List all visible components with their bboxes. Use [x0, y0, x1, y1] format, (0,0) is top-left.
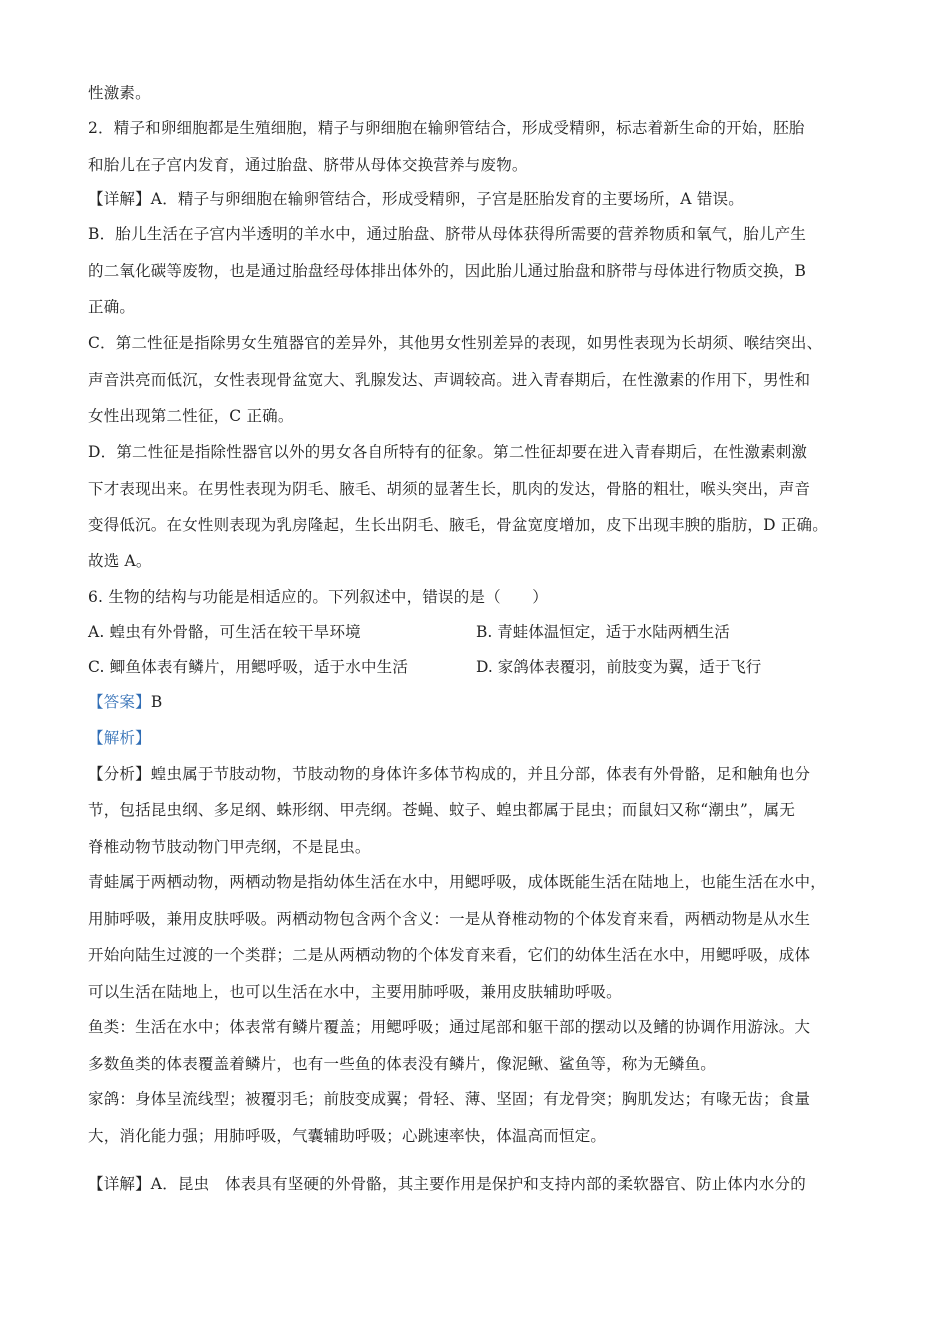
text-line: C．第二性征是指除男女生殖器官的差异外，其他男女性别差异的表现，如男性表现为长胡须、喉结突出、 — [88, 334, 823, 352]
text-line: B．胎儿生活在子宫内半透明的羊水中，通过胎盘、脐带从母体获得所需要的营养物质和氧气，胎儿产生 — [88, 225, 807, 243]
text-line: 性激素。 — [88, 84, 151, 102]
text-line: 大，消化能力强；用肺呼吸，气囊辅助呼吸；心跳速率快，体温高而恒定。 — [88, 1127, 607, 1145]
text-line: 正确。 — [88, 298, 136, 316]
text-line: 变得低沉。在女性则表现为乳房隆起，生长出阴毛、腋毛，骨盆宽度增加，皮下出现丰腴的脂肪，D 正确。 — [88, 516, 828, 534]
option-a: A. 蝗虫有外骨骼，可生活在较干旱环境 — [88, 623, 361, 641]
option-d: D. 家鸽体表覆羽，前肢变为翼，适于飞行 — [476, 658, 762, 676]
text-line: 开始向陆生过渡的一个类群；二是从两栖动物的个体发育来看，它们的幼体生活在水中，用鳃呼吸，成体 — [88, 946, 811, 964]
text-line: 下才表现出来。在男性表现为阴毛、腋毛、胡须的显著生长，肌肉的发达，骨胳的粗壮，喉头突出，声音 — [88, 480, 811, 498]
text-line: 【分析】蝗虫属于节肢动物，节肢动物的身体许多体节构成的，并且分部，体表有外骨骼，足和触角也分 — [88, 765, 811, 783]
analysis-label: 【解析】 — [88, 729, 151, 747]
text-line: 声音洪亮而低沉，女性表现骨盆宽大、乳腺发达、声调较高。进入青春期后，在性激素的作用下，男性和 — [88, 371, 811, 389]
text-line: 女性出现第二性征，C 正确。 — [88, 407, 294, 425]
text-line: 可以生活在陆地上，也可以生活在水中，主要用肺呼吸，兼用皮肤辅助呼吸。 — [88, 983, 622, 1001]
text-line: 的二氧化碳等废物，也是通过胎盘经母体排出体外的，因此胎儿通过胎盘和脐带与母体进行物质交换，B — [88, 262, 807, 280]
text-line: 青蛙属于两栖动物，两栖动物是指幼体生活在水中，用鳃呼吸，成体既能生活在陆地上，也能生活在水中， — [88, 873, 826, 891]
option-c: C. 鲫鱼体表有鳞片，用鳃呼吸，适于水中生活 — [88, 658, 409, 676]
text-line: D．第二性征是指除性器官以外的男女各自所特有的征象。第二性征却要在进入青春期后，在性激素刺激 — [88, 443, 808, 461]
text-line: 节，包括昆虫纲、多足纲、蛛形纲、甲壳纲。苍蝇、蚊子、蝗虫都属于昆虫；而鼠妇又称“潮虫”，属无 — [88, 801, 796, 819]
text-line: 【详解】A．昆虫 体表具有坚硬的外骨骼，其主要作用是保护和支持内部的柔软器官、防止体内水分的 — [88, 1175, 806, 1193]
option-b: B. 青蛙体温恒定，适于水陆两栖生活 — [476, 623, 730, 641]
text-line: 和胎儿在子宫内发育，通过胎盘、脐带从母体交换营养与废物。 — [88, 156, 528, 174]
text-line: 多数鱼类的体表覆盖着鳞片，也有一些鱼的体表没有鳞片，像泥鳅、鲨鱼等，称为无鳞鱼。 — [88, 1055, 717, 1073]
answer-value: B — [150, 693, 163, 711]
text-line: 家鸽：身体呈流线型；被覆羽毛；前肢变成翼；骨轻、薄、坚固；有龙骨突；胸肌发达；有喙无齿；食量 — [88, 1090, 811, 1108]
text-line: 故选 A。 — [88, 552, 152, 570]
answer-label: 【答案】 — [88, 693, 151, 711]
text-line: 鱼类：生活在水中；体表常有鳞片覆盖；用鳃呼吸；通过尾部和躯干部的摆动以及鳍的协调作用游泳。大 — [88, 1018, 811, 1036]
text-line: 【详解】A．精子与卵细胞在输卵管结合，形成受精卵，子宫是胚胎发育的主要场所，A 错误。 — [88, 190, 744, 208]
text-line: 用肺呼吸，兼用皮肤呼吸。两栖动物包含两个含义：一是从脊椎动物的个体发育来看，两栖动物是从水生 — [88, 910, 811, 928]
text-line: 脊椎动物节肢动物门甲壳纲，不是昆虫。 — [88, 838, 371, 856]
question-stem: 6. 生物的结构与功能是相适应的。下列叙述中，错误的是（ ） — [88, 588, 548, 606]
answer-row — [88, 692, 162, 712]
text-line: 2．精子和卵细胞都是生殖细胞，精子与卵细胞在输卵管结合，形成受精卵，标志着新生命的开始，胚胎 — [88, 119, 805, 137]
